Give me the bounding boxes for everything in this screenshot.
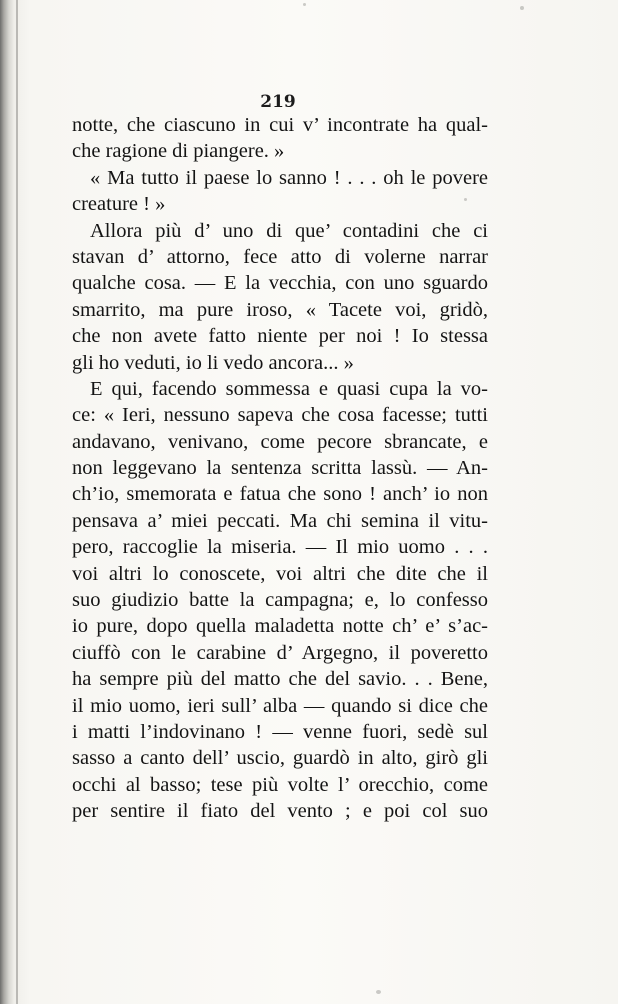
text-line: notte, che ciascuno in cui v’ incontrate ha qual-	[72, 114, 488, 136]
book-spine-shadow	[0, 0, 14, 1004]
text-line: smarrito, ma pure iroso, « Tacete voi, gridò,	[72, 298, 488, 321]
text-line: pero, raccoglie la miseria. — Il mio uomo . . .	[72, 536, 488, 559]
text-line: gli ho veduti, io li vedo ancora... »	[72, 351, 354, 374]
text-line: io pure, dopo quella maladetta notte ch’ e’ s’ac-	[72, 615, 488, 638]
text-line: ch’io, smemorata e fatua che sono ! anch’ io non	[72, 483, 488, 506]
text-line: « Ma tutto il paese lo sanno ! . . . oh le povere	[90, 166, 488, 189]
page-number: 219	[260, 92, 296, 112]
text-line: i matti l’indovinano ! — venne fuori, sedè sul	[72, 720, 488, 743]
text-line: occhi al basso; tese più volte l’ orecchio, come	[72, 773, 488, 796]
text-line: stavan d’ attorno, fece atto di volerne narrar	[72, 245, 488, 268]
text-line: andavano, venivano, come pecore sbrancate, e	[72, 430, 488, 453]
body-text	[72, 112, 488, 825]
text-line: qualche cosa. — E la vecchia, con uno sguardo	[72, 272, 488, 295]
binding-edge	[16, 0, 18, 1004]
paper-speck	[520, 6, 524, 10]
text-line: ha sempre più del matto che del savio. . . Bene,	[72, 668, 488, 691]
text-line: che ragione di piangere. »	[72, 140, 285, 163]
paper-speck	[376, 990, 381, 994]
text-line: pensava a’ miei peccati. Ma chi semina il vitu-	[72, 509, 488, 532]
text-line: creature ! »	[72, 193, 166, 216]
text-line: per sentire il fiato del vento ; e poi col suo	[72, 800, 488, 823]
text-line: sasso a canto dell’ uscio, guardò in alto, girò gli	[72, 747, 488, 770]
text-line: non leggevano la sentenza scritta lassù. — An-	[72, 457, 488, 480]
text-line: suo giudizio batte la campagna; e, lo confesso	[72, 589, 488, 612]
text-line: il mio uomo, ieri sull’ alba — quando si dice che	[72, 694, 488, 717]
text-line: ce: « Ieri, nessuno sapeva che cosa facesse; tutti	[72, 404, 488, 427]
text-line: voi altri lo conoscete, voi altri che dite che il	[72, 562, 488, 585]
text-line: che non avete fatto niente per noi ! Io stessa	[72, 325, 488, 348]
text-line: Allora più d’ uno di que’ contadini che ci	[90, 219, 488, 242]
text-line: ciuffò con le carabine d’ Argegno, il poveretto	[72, 641, 488, 664]
text-line: E qui, facendo sommessa e quasi cupa la vo-	[90, 377, 488, 400]
paper-speck	[303, 3, 306, 6]
